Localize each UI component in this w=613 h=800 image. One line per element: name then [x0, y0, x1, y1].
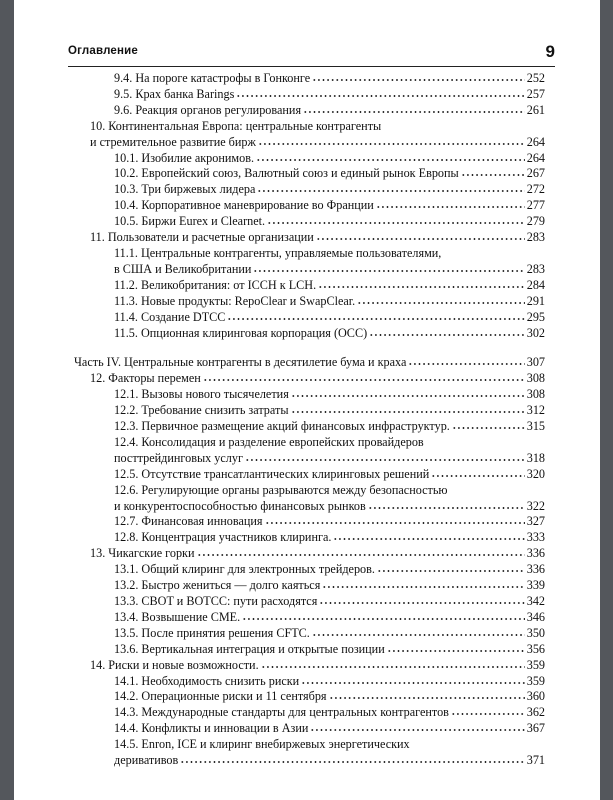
running-header	[68, 44, 555, 67]
toc-page-number: 346	[526, 609, 545, 624]
toc-page-number: 284	[526, 277, 545, 292]
toc-chapter-entry[interactable]	[74, 546, 545, 562]
toc-entry-title: 14.5. Enron, ICE и клиринг внебиржевых энергетических	[114, 737, 410, 752]
dot-leader	[261, 659, 525, 669]
book-page	[14, 0, 600, 800]
dot-leader	[227, 311, 524, 321]
toc-entry-title: 14.4. Конфликты и инновации в Азии	[114, 721, 309, 736]
dot-leader	[333, 531, 524, 541]
toc-section-entry[interactable]	[74, 737, 545, 769]
dot-leader	[451, 706, 525, 716]
toc-entry-title: 10.2. Европейский союз, Валютный союз и единый рынок Европы	[114, 166, 459, 181]
dot-leader	[245, 452, 525, 462]
toc-page-number: 257	[526, 86, 545, 101]
dot-leader	[203, 372, 525, 382]
toc-entry-title: 12.8. Концентрация участников клиринга.	[114, 530, 332, 545]
dot-leader	[377, 563, 525, 573]
dot-leader	[312, 72, 525, 82]
toc-entry-title: 12.1. Вызовы нового тысячелетия	[114, 387, 289, 402]
toc-entry-title: 11.2. Великобритания: от ICCH к LCH.	[114, 277, 317, 292]
toc-entry-title: 9.6. Реакция органов регулирования	[114, 102, 302, 117]
toc-entry-title: 12.3. Первичное размещение акций финансовых инфраструктур.	[114, 419, 450, 434]
toc-page-number: 322	[526, 498, 545, 513]
toc-entry-title: и конкурентоспособностью финансовых рынков	[114, 498, 366, 513]
dot-leader	[387, 643, 525, 653]
toc-page-number: 333	[526, 530, 545, 545]
toc-section-entry[interactable]	[74, 198, 545, 214]
header-title: Оглавление	[68, 45, 139, 57]
toc-page-number: 302	[526, 325, 545, 340]
toc-section-entry[interactable]	[74, 87, 545, 103]
dot-leader	[376, 199, 525, 209]
dot-leader	[242, 611, 525, 621]
toc-page-number: 315	[526, 419, 545, 434]
toc-chapter-entry[interactable]	[74, 371, 545, 387]
dot-leader	[197, 547, 525, 557]
toc-page-number: 350	[526, 625, 545, 640]
toc-page-number: 312	[526, 403, 545, 418]
dot-leader	[368, 500, 525, 510]
toc-section-entry[interactable]	[74, 166, 545, 182]
toc-entry-title: 12.5. Отсутствие трансатлантических клиринговых решений	[114, 466, 430, 481]
toc-section-entry[interactable]	[74, 514, 545, 530]
dot-leader	[369, 327, 525, 337]
toc-entry-title: 14. Риски и новые возможности.	[90, 657, 259, 672]
toc-entry-title: 14.1. Необходимость снизить риски	[114, 673, 300, 688]
dot-leader	[316, 231, 525, 241]
toc-entry-title: 14.3. Международные стандарты для центральных контрагентов	[114, 705, 449, 720]
toc-entry-title: 13.1. Общий клиринг для электронных трейдеров.	[114, 562, 375, 577]
toc-entry-title: 9.5. Крах банка Barings	[114, 86, 235, 101]
toc-page-number: 264	[526, 134, 545, 149]
toc-page-number: 277	[526, 198, 545, 213]
toc-section-entry[interactable]	[74, 626, 545, 642]
dot-leader	[257, 183, 524, 193]
toc-section-entry[interactable]	[74, 721, 545, 737]
toc-entry-title: 13.3. CBOT и BOTCC: пути расходятся	[114, 594, 318, 608]
toc-section-entry[interactable]	[74, 151, 545, 167]
toc-entry-title: посттрейдинговых услуг	[114, 450, 243, 465]
toc-section-entry[interactable]	[74, 182, 545, 198]
toc-entry-title: 11. Пользователи и расчетные организации	[90, 230, 314, 245]
dot-leader	[291, 388, 525, 398]
toc-section-entry[interactable]	[74, 294, 545, 310]
toc-entry-title: в США и Великобритании	[114, 261, 252, 276]
toc-page-number: 267	[526, 166, 545, 181]
dot-leader	[461, 167, 525, 177]
toc-entry-title: 12.2. Требование снизить затраты	[114, 403, 289, 418]
toc-entry-title: 10.3. Три биржевых лидера	[114, 182, 256, 197]
toc-page-number: 307	[526, 355, 545, 370]
toc-section-entry[interactable]	[74, 214, 545, 230]
toc-page-number: 327	[526, 514, 545, 529]
toc-entry-title: 12. Факторы перемен	[90, 371, 201, 386]
dot-leader	[312, 627, 525, 637]
section-gap	[74, 341, 545, 355]
dot-leader	[431, 468, 524, 478]
toc-page-number: 295	[526, 309, 545, 324]
toc-entry-title: 12.4. Консолидация и разделение европейских провайдеров	[114, 434, 424, 449]
toc-entry-title: 14.2. Операционные риски и 11 сентября	[114, 689, 327, 704]
toc-entry-title: 10.1. Изобилие акронимов.	[114, 150, 255, 165]
toc-section-entry[interactable]	[74, 326, 545, 342]
toc-page-number: 272	[526, 182, 545, 197]
toc-page-number: 336	[526, 562, 545, 577]
dot-leader	[236, 88, 524, 98]
dot-leader	[452, 420, 525, 430]
toc-entry-title: 11.3. Новые продукты: RepoClear и SwapClear.	[114, 293, 356, 308]
toc-entry-title: 10.4. Корпоративное маневрирование во Франции	[114, 198, 374, 213]
toc-section-entry[interactable]	[74, 387, 545, 403]
toc-section-entry[interactable]	[74, 578, 545, 594]
toc-entry-title: 10. Континентальная Европа: центральные контрагенты	[90, 118, 382, 133]
toc-part-entry[interactable]	[74, 355, 545, 371]
toc-page-number: 342	[526, 594, 545, 608]
toc-page-number: 362	[526, 705, 545, 720]
toc-section-entry[interactable]	[74, 403, 545, 419]
toc-section-entry[interactable]	[74, 705, 545, 721]
toc-section-entry[interactable]	[74, 467, 545, 483]
dot-leader	[303, 104, 525, 114]
toc-page-number: 264	[526, 150, 545, 165]
toc-entry-title: 11.4. Создание DTCC	[114, 309, 226, 324]
dot-leader	[357, 295, 525, 305]
toc-section-entry[interactable]	[74, 610, 545, 626]
toc-entry-title: 13. Чикагские горки	[90, 546, 195, 561]
toc-page-number: 252	[526, 71, 545, 85]
dot-leader	[265, 515, 525, 525]
toc-page-number: 367	[526, 721, 545, 736]
dot-leader	[267, 215, 525, 225]
toc-chapter-entry[interactable]	[74, 658, 545, 674]
toc-section-entry[interactable]	[74, 246, 545, 278]
toc-page-number: 283	[526, 261, 545, 276]
dot-leader	[253, 263, 524, 273]
toc-entry-title: 13.4. Возвышение CME.	[114, 609, 241, 624]
toc-section-entry[interactable]	[74, 278, 545, 294]
toc-page-number: 320	[526, 466, 545, 481]
toc-entry-title: 10.5. Биржи Eurex и Clearnet.	[114, 214, 266, 229]
toc-section-entry[interactable]	[74, 689, 545, 705]
page-number: 9	[545, 42, 555, 61]
toc-section-entry[interactable]	[74, 310, 545, 326]
toc-page-number: 360	[526, 689, 545, 704]
toc-entry-title: 12.7. Финансовая инновация	[114, 514, 263, 529]
toc-page-number: 308	[526, 387, 545, 402]
toc-entry-title: 12.6. Регулирующие органы разрываются между безопасностью	[114, 482, 448, 497]
toc-page-number: 371	[526, 753, 545, 768]
dot-leader	[256, 152, 525, 162]
dot-leader	[329, 690, 525, 700]
toc-section-entry[interactable]	[74, 71, 545, 87]
toc-page-number: 356	[526, 641, 545, 656]
dot-leader	[319, 595, 524, 605]
dot-leader	[180, 754, 524, 764]
toc-chapter-entry[interactable]	[74, 230, 545, 246]
toc-page-number: 261	[526, 102, 545, 117]
toc-section-entry[interactable]	[74, 483, 545, 515]
toc-entry-title: Часть IV. Центральные контрагенты в десятилетие бума и краха	[74, 355, 407, 370]
toc-section-entry[interactable]	[74, 674, 545, 690]
toc-entry-title: и стремительное развитие бирж	[90, 134, 256, 149]
toc-section-entry[interactable]	[74, 103, 545, 119]
toc-page-number: 318	[526, 450, 545, 465]
toc-page-number: 279	[526, 214, 545, 229]
toc-entry-title: 9.4. На пороге катастрофы в Гонконге	[114, 71, 311, 85]
toc-page-number: 339	[526, 578, 545, 593]
toc-page-number: 283	[526, 230, 545, 245]
toc-section-entry[interactable]	[74, 562, 545, 578]
dot-leader	[310, 722, 524, 732]
toc-entry-title: деривативов	[114, 753, 179, 768]
toc-entry-title: 13.2. Быстро жениться — долго каяться	[114, 578, 321, 593]
dot-leader	[318, 279, 525, 289]
toc-section-entry[interactable]	[74, 594, 545, 610]
toc-page-number: 359	[526, 657, 545, 672]
dot-leader	[322, 579, 524, 589]
dot-leader	[408, 356, 524, 366]
toc-chapter-entry[interactable]	[74, 119, 545, 151]
toc-entry-title: 11.1. Центральные контрагенты, управляемые пользователями,	[114, 245, 442, 260]
table-of-contents	[74, 71, 545, 769]
toc-page-number: 359	[526, 673, 545, 688]
dot-leader	[301, 675, 525, 685]
toc-page-number: 336	[526, 546, 545, 561]
toc-section-entry[interactable]	[74, 642, 545, 658]
toc-entry-title: 13.5. После принятия решения CFTC.	[114, 625, 310, 640]
toc-page-number: 291	[526, 293, 545, 308]
dot-leader	[258, 136, 525, 146]
toc-entry-title: 11.5. Опционная клиринговая корпорация (OCC)	[114, 325, 368, 340]
toc-entry-title: 13.6. Вертикальная интеграция и открытые позиции	[114, 641, 385, 656]
dot-leader	[291, 404, 525, 414]
toc-section-entry[interactable]	[74, 530, 545, 546]
toc-page-number: 308	[526, 371, 545, 386]
toc-section-entry[interactable]	[74, 419, 545, 435]
toc-section-entry[interactable]	[74, 435, 545, 467]
